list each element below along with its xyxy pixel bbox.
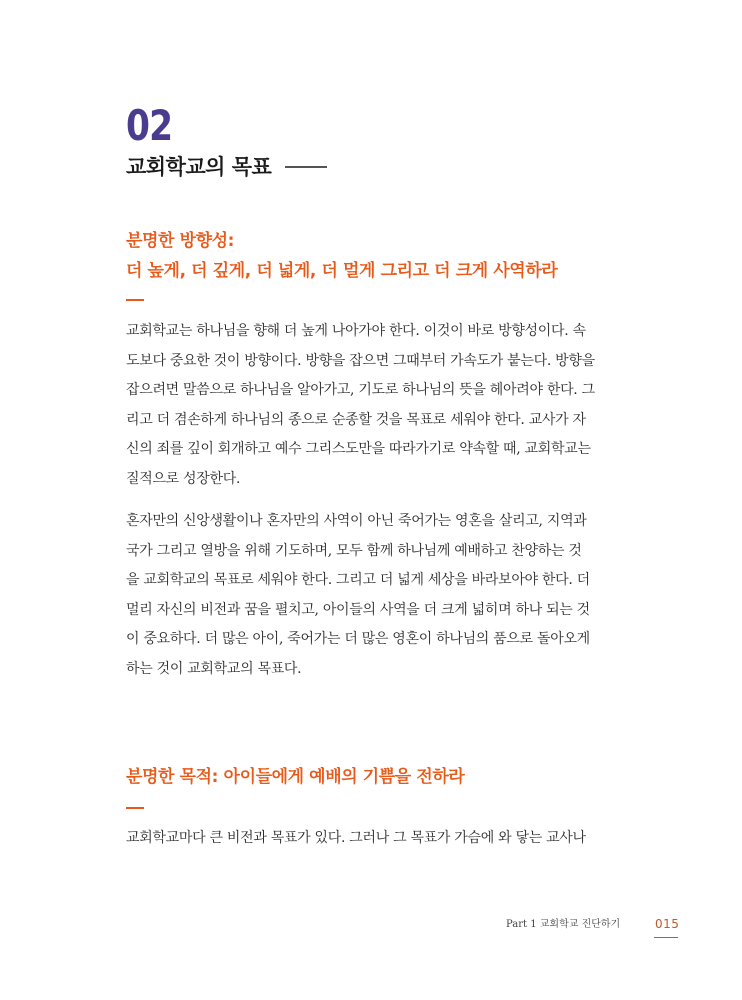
page-number-rule [654, 937, 678, 938]
title-divider [285, 166, 327, 168]
section2-accent-rule [126, 807, 144, 809]
section2-heading: 분명한 목적: 아이들에게 예배의 기쁨을 전하라 [126, 767, 465, 787]
section2-paragraph1 [126, 824, 656, 854]
section1-accent-rule [126, 299, 144, 301]
text-line: 교회학교는 하나님을 향해 더 높게 나아가야 한다. 이것이 바로 방향성이다. 속 [126, 323, 586, 339]
text-line: 이 중요하다. 더 많은 아이, 죽어가는 더 많은 영혼이 하나님의 품으로 돌아오게 [126, 631, 590, 648]
text-line: 도보다 중요한 것이 방향이다. 방향을 잡으면 그때부터 가속도가 붙는다. 방향을 [126, 352, 595, 369]
text-line: 잡으려면 말씀으로 하나님을 알아가고, 기도로 하나님의 뜻을 헤아려야 한다. 그 [126, 382, 595, 399]
section1-heading-line1: 분명한 방향성: [126, 231, 235, 251]
chapter-title-row [126, 152, 327, 182]
section1-paragraph2 [126, 507, 656, 685]
text-line: 멀리 자신의 비전과 꿈을 펼치고, 아이들의 사역을 더 크게 넓히며 하나 되는 것 [126, 601, 590, 618]
section1-heading-line2: 더 높게, 더 깊게, 더 넓게, 더 멀게 그리고 더 크게 사역하라 [126, 261, 558, 281]
text-line: 하는 것이 교회학교의 목표다. [126, 660, 302, 677]
text-line: 신의 죄를 깊이 회개하고 예수 그리스도만을 따라가기로 약속할 때, 교회학교는 [126, 441, 591, 458]
text-line: 질적으로 성장한다. [126, 470, 241, 487]
text-line: 교회학교마다 큰 비전과 목표가 있다. 그러나 그 목표가 가슴에 와 닿는 교사나 [126, 830, 586, 846]
chapter-title: 교회학교의 목표 [126, 155, 272, 179]
section1-paragraph1 [126, 317, 656, 495]
text-line: 을 교회학교의 목표로 세워야 한다. 그리고 더 넓게 세상을 바라보아야 한다. 더 [126, 572, 590, 589]
chapter-number: 02 [126, 101, 173, 150]
text-line: 리고 더 겸손하게 하나님의 종으로 순종할 것을 목표로 세워야 한다. 교사가 자 [126, 411, 586, 428]
running-footer-title: Part 1 교회학교 진단하기 [506, 919, 621, 930]
text-line: 국가 그리고 열방을 위해 기도하며, 모두 함께 하나님께 예배하고 찬양하는 것 [126, 542, 582, 559]
page-number: 015 [655, 917, 680, 931]
text-line: 혼자만의 신앙생활이나 혼자만의 사역이 아닌 죽어가는 영혼을 살리고, 지역과 [126, 513, 587, 529]
